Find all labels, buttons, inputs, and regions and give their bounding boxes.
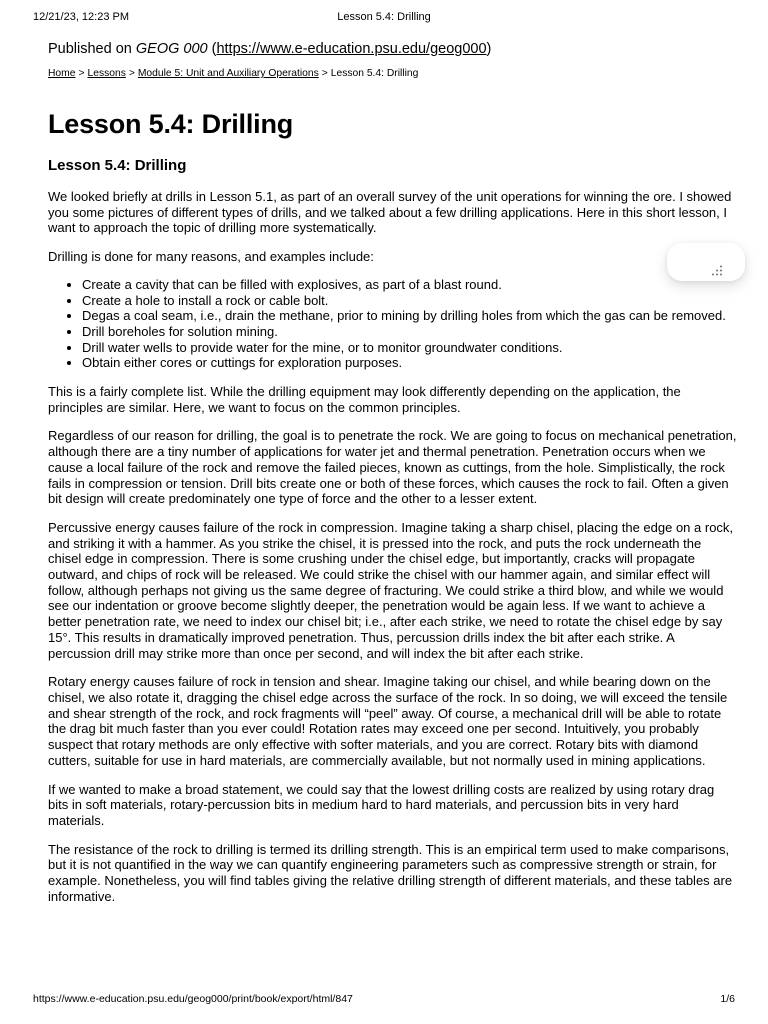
floating-overlay-widget[interactable] <box>667 243 745 281</box>
published-prefix: Published on <box>48 41 136 57</box>
document-content <box>48 0 737 904</box>
intro-paragraph: We looked briefly at drills in Lesson 5.1, as part of an overall survey of the unit operations for winning the ore. I showed you some pictures of different types of drills, and we talked about a few drilling applications. Here in this short lesson, I want to approach the topic of drilling more systematically. <box>48 189 732 236</box>
section-title: Lesson 5.4: Drilling <box>48 157 187 174</box>
breadcrumb-module-5[interactable]: Module 5: Unit and Auxiliary Operations <box>137 68 319 79</box>
footer-url: https://www.e-education.psu.edu/geog000/print/book/export/html/847 <box>33 993 353 1005</box>
print-footer <box>33 993 735 1006</box>
paragraph-complete-list: This is a fairly complete list. While the drilling equipment may look differently depending on the application, the principles are similar. Here, we want to focus on the common principles. <box>48 384 681 415</box>
list-item: • Create a hole to install a rock or cable bolt. <box>82 293 737 309</box>
paragraph-rotary-energy: Rotary energy causes failure of rock in tension and shear. Imagine taking our chisel, and while bearing down on the chisel, we also rotate it, dragging the chisel edge across the surface of the rock. In so doing, we will exceed the tensile and shear strength of the rock, and rock fragments will “peel” away. Of course, a mechanical drill will be able to rotate the drag bit much faster than you ever could! Rotation rates may exceed one per second. Intuitively, you probably suspect that rotary methods are only effective with softer materials, and you are correct. Rotary bits with diamond cutters, suitable for use in hard materials, are commercially available, but not normally used in mining applications. <box>48 674 728 768</box>
breadcrumb-current-page: Lesson 5.4: Drilling <box>330 68 419 79</box>
breadcrumb-lessons[interactable]: Lessons <box>87 68 126 79</box>
paragraph-drilling-strength: The resistance of the rock to drilling is termed its drilling strength. This is an empirical term used to make comparisons, but it is not quantified in the way we can quantify engineering parameters such as compressive strength or strain, for example. Nonetheless, you will find tables giving the relative drilling strength of different materials, and these tables are informative. <box>48 841 733 904</box>
course-name: GEOG 000 <box>135 41 208 57</box>
resize-grip-icon <box>711 265 723 276</box>
page-number: 1/6 <box>720 993 735 1005</box>
breadcrumb-separator: > <box>321 68 328 79</box>
list-intro-paragraph: Drilling is done for many reasons, and examples include: <box>48 249 374 265</box>
breadcrumb-home[interactable]: Home <box>48 68 76 79</box>
breadcrumb <box>48 67 737 80</box>
paragraph-percussive-energy: Percussive energy causes failure of the rock in compression. Imagine taking a sharp chisel, placing the edge on a rock, and striking it with a hammer. As you strike the chisel, it is pressed into the rock, and puts the rock underneath the chisel edge in compression. There is some crushing under the chisel edge, but importantly, cracks will propagate outward, and chips of rock will be released. We could strike the chisel with our hammer again, and similar effect will follow, although perhaps not giving us the same degree of fracturing. We could strike a third blow, and while we would see our indentation or groove become slightly deeper, the penetration would be again less. If we want to achieve a better penetration rate, we need to index our chisel bit; i.e., after each strike, we need to rotate the chisel edge by say 15°. This results in dramatically improved penetration. Thus, percussion drills index the bit after each strike. A percussion drill may strike more than once per second, and will index the bit after each strike. <box>48 519 734 661</box>
breadcrumb-separator: > <box>128 68 135 79</box>
list-item: • Drill boreholes for solution mining. <box>82 324 737 340</box>
published-line <box>48 40 737 58</box>
page-title: Lesson 5.4: Drilling <box>48 109 294 139</box>
print-doc-title: Lesson 5.4: Drilling <box>337 11 431 23</box>
paren-close: ) <box>486 41 492 57</box>
list-item: • Degas a coal seam, i.e., drain the methane, prior to mining by drilling holes from which the gas can be removed. <box>82 308 737 324</box>
paragraph-penetration: Regardless of our reason for drilling, the goal is to penetrate the rock. We are going to focus on mechanical penetration, although there are a tiny number of applications for water jet and thermal penetration. Penetration occurs when we cause a local failure of the rock and remove the failed pieces, known as cuttings, from the hole. Simplistically, the rock fails in compression or tension. Drill bits create one or both of these forces, which causes the rock to fail. Often a given bit design will create predominately one type of force and the other to a lesser extent. <box>48 428 737 507</box>
list-item: • Obtain either cores or cuttings for exploration purposes. <box>82 355 737 371</box>
paragraph-broad-statement: If we wanted to make a broad statement, we could say that the lowest drilling costs are realized by using rotary drag bits in soft materials, rotary-percussion bits in medium hard to hard materials, and percussion bits in very hard materials. <box>48 781 715 828</box>
breadcrumb-separator: > <box>78 68 85 79</box>
course-link[interactable]: https://www.e-education.psu.edu/geog000 <box>216 41 487 57</box>
print-timestamp: 12/21/23, 12:23 PM <box>33 11 130 23</box>
drilling-reasons-list <box>48 277 737 371</box>
paren-open: ( <box>207 41 217 57</box>
list-item: • Drill water wells to provide water for the mine, or to monitor groundwater conditions. <box>82 340 737 356</box>
list-item: • Create a cavity that can be filled with explosives, as part of a blast round. <box>82 277 737 293</box>
